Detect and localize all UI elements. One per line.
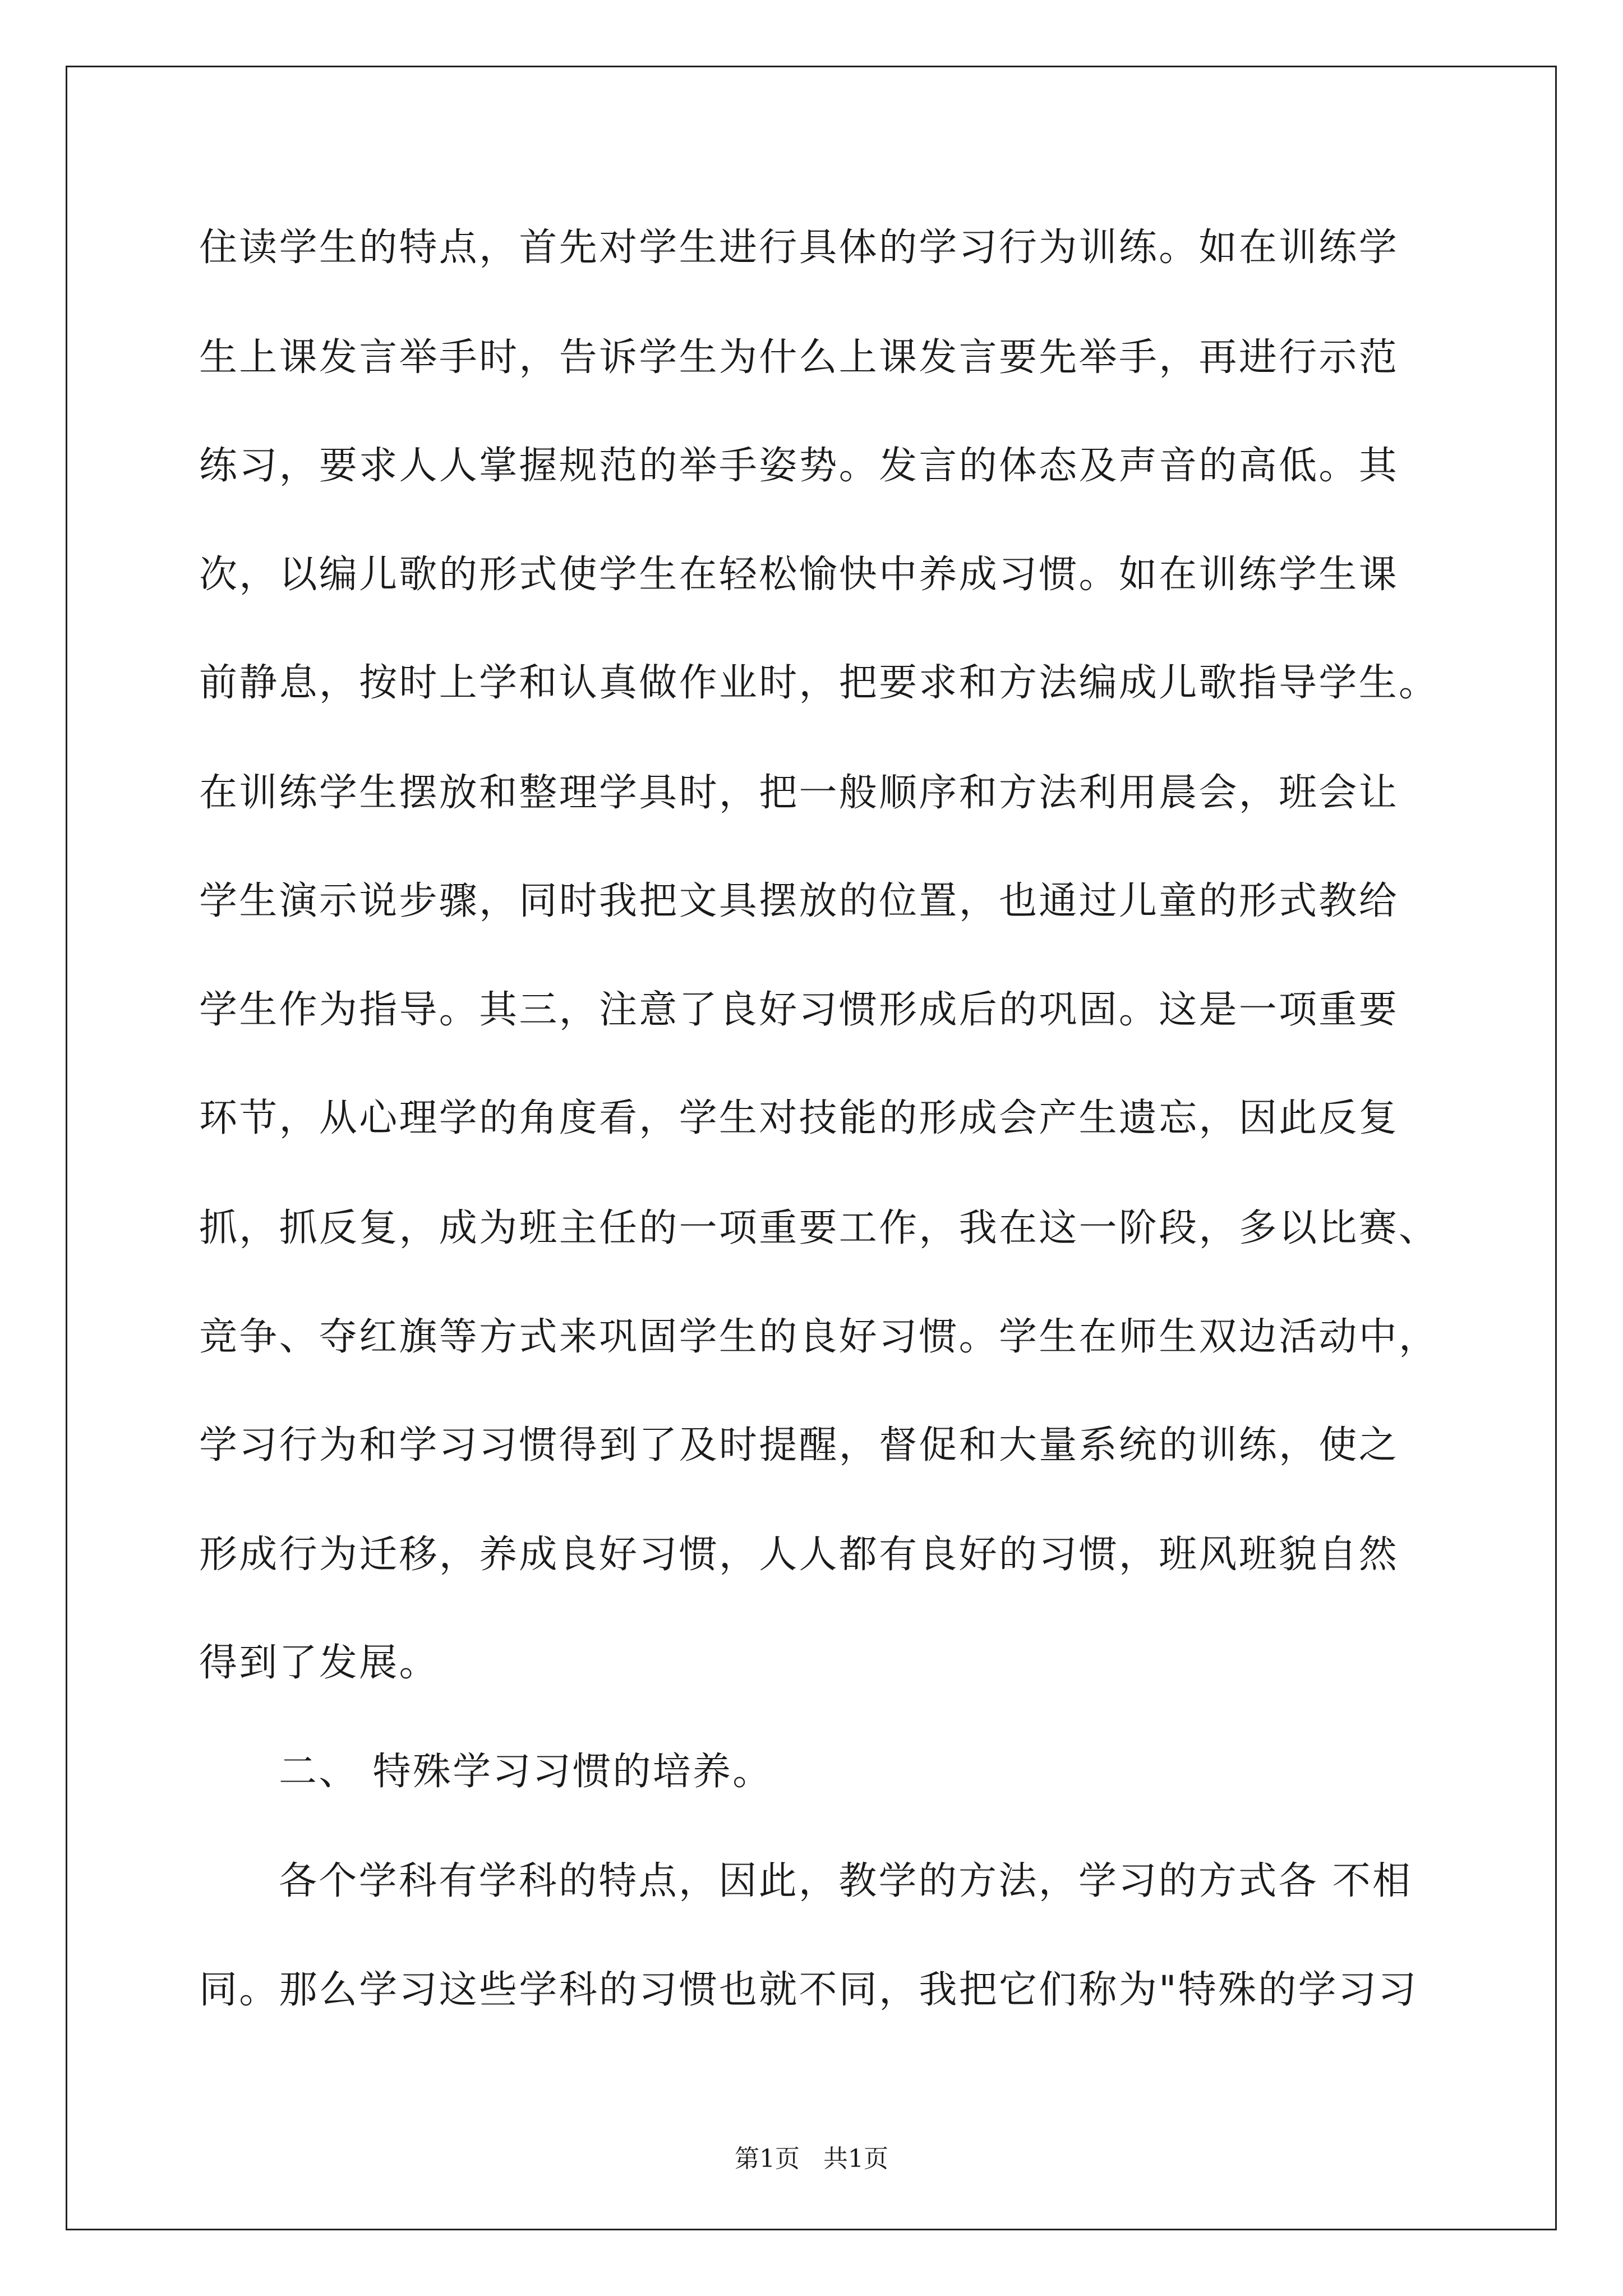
body-line: 抓，抓反复，成为班主任的一项重要工作，我在这一阶段，多以比赛、 [199,1206,1439,1250]
body-line: 练习，要求人人掌握规范的举手姿势。发言的体态及声音的高低。其 [199,444,1399,488]
body-line: 得到了发展。 [199,1641,439,1685]
body-line: 前静息，按时上学和认真做作业时，把要求和方法编成儿歌指导学生。 [199,661,1439,705]
body-line: 各个学科有学科的特点，因此，教学的方法，学习的方式各 不相 [279,1859,1413,1903]
page-footer: 第1页 共1页 [735,2145,888,2173]
section-heading: 二、 特殊学习习惯的培养。 [279,1750,773,1794]
body-line: 竞争、夺红旗等方式来巩固学生的良好习惯。学生在师生双边活动中， [199,1315,1439,1359]
body-line: 学习行为和学习习惯得到了及时提醒，督促和大量系统的训练，使之 [199,1423,1399,1467]
body-line: 同。那么学习这些学科的习惯也就不同，我把它们称为"特殊的学习习 [199,1968,1418,2012]
body-line: 学生作为指导。其三，注意了良好习惯形成后的巩固。这是一项重要 [199,988,1399,1032]
body-line: 次，以编儿歌的形式使学生在轻松愉快中养成习惯。如在训练学生课 [199,553,1399,597]
body-line: 学生演示说步骤，同时我把文具摆放的位置，也通过儿童的形式教给 [199,879,1399,923]
page-border [66,66,1557,2230]
body-line: 住读学生的特点，首先对学生进行具体的学习行为训练。如在训练学 [199,226,1399,270]
body-line: 生上课发言举手时，告诉学生为什么上课发言要先举手，再进行示范 [199,335,1399,380]
body-line: 在训练学生摆放和整理学具时，把一般顺序和方法利用晨会，班会让 [199,771,1399,815]
body-line: 环节，从心理学的角度看，学生对技能的形成会产生遗忘，因此反复 [199,1096,1399,1140]
body-line: 形成行为迁移，养成良好习惯，人人都有良好的习惯，班风班貌自然 [199,1533,1399,1577]
